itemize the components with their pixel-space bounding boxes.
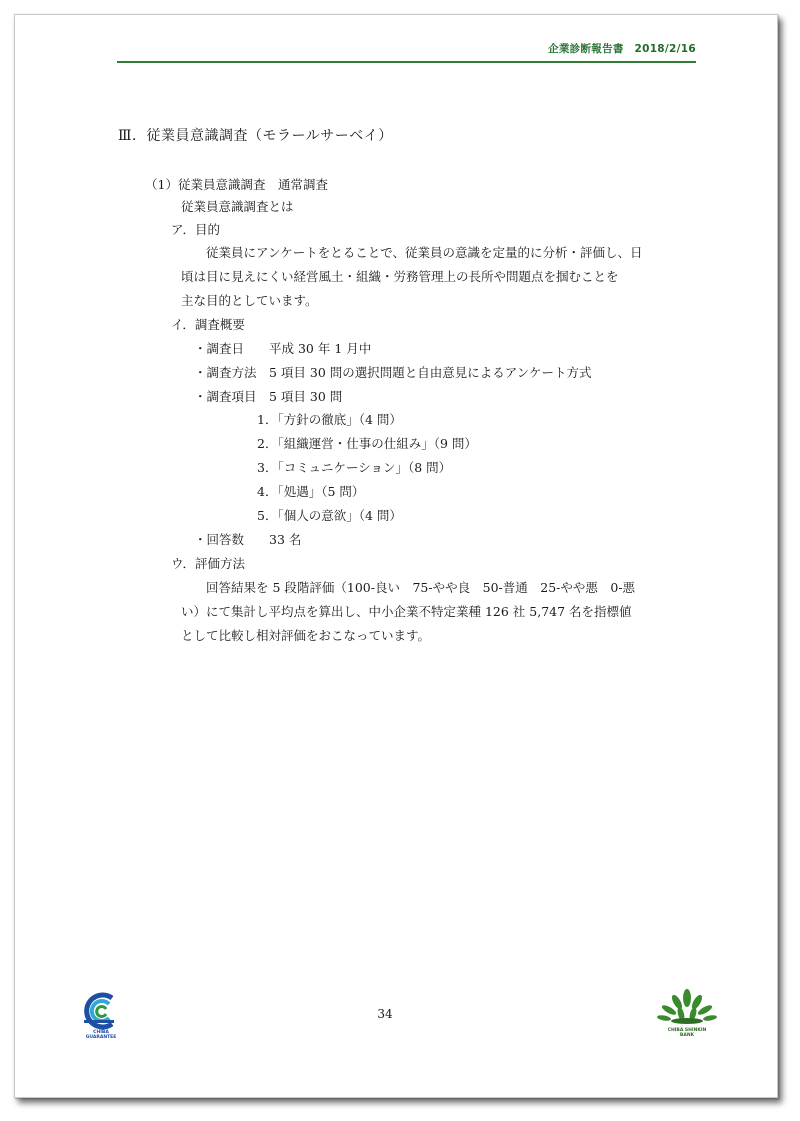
leaf-emblem-icon	[652, 988, 722, 1028]
survey-method: ・調査方法 5 項目 30 問の選択問題と自由意見によるアンケート方式	[194, 365, 592, 380]
respondents: ・回答数 33 名	[194, 532, 302, 547]
subsection-heading: （1）従業員意識調査 通常調査	[145, 177, 328, 192]
section-title: Ⅲ．従業員意識調査（モラールサーベイ）	[118, 128, 393, 144]
purpose-line-3: 主な目的としています。	[181, 293, 318, 308]
header-rule	[117, 61, 696, 63]
evaluation-line-2: い）にて集計し平均点を算出し、中小企業不特定業種 126 社 5,747 名を指標値	[181, 604, 632, 619]
survey-item-4: 4．「処遇」（5 問）	[257, 484, 365, 499]
right-logo-text-2: BANK	[679, 1033, 695, 1038]
intro-text: 従業員意識調査とは	[181, 199, 294, 214]
heading-overview: イ．調査概要	[171, 317, 245, 332]
survey-items-label: ・調査項目 5 項目 30 問	[194, 389, 343, 404]
survey-date: ・調査日 平成 30 年 1 月中	[194, 341, 372, 356]
heading-evaluation: ウ．評価方法	[171, 556, 246, 571]
evaluation-line-3: として比較し相対評価をおこなっています。	[181, 628, 431, 643]
survey-item-1: 1．「方針の徹底」（4 問）	[257, 412, 402, 427]
purpose-line-2: 頃は目に見えにくい経営風土・組織・労務管理上の長所や問題点を掴むことを	[181, 269, 619, 284]
header-title-date: 企業診断報告書 2018/2/16	[548, 43, 696, 55]
survey-item-5: 5．「個人の意欲」（4 問）	[257, 508, 402, 523]
survey-item-3: 3．「コミュニケーション」（8 問）	[257, 460, 452, 475]
chiba-shinkin-bank-logo	[652, 988, 722, 1040]
heading-purpose: ア．目的	[171, 222, 221, 237]
page-number: 34	[377, 1007, 393, 1021]
document-page	[14, 14, 778, 1098]
evaluation-line-1: 回答結果を 5 段階評価（100-良い 75-やや良 50-普通 25-やや悪 0-悪	[206, 580, 636, 595]
survey-item-2: 2．「組織運営・仕事の仕組み」（9 問）	[257, 436, 477, 451]
right-logo-text-1: CHIBA SHINKIN	[667, 1028, 707, 1033]
purpose-line-1: 従業員にアンケートをとることで、従業員の意識を定量的に分析・評価し、日	[206, 245, 643, 260]
left-logo-text-2: GUARANTEE	[85, 1035, 117, 1040]
left-logo-text-1: CHIBA	[93, 1030, 109, 1035]
